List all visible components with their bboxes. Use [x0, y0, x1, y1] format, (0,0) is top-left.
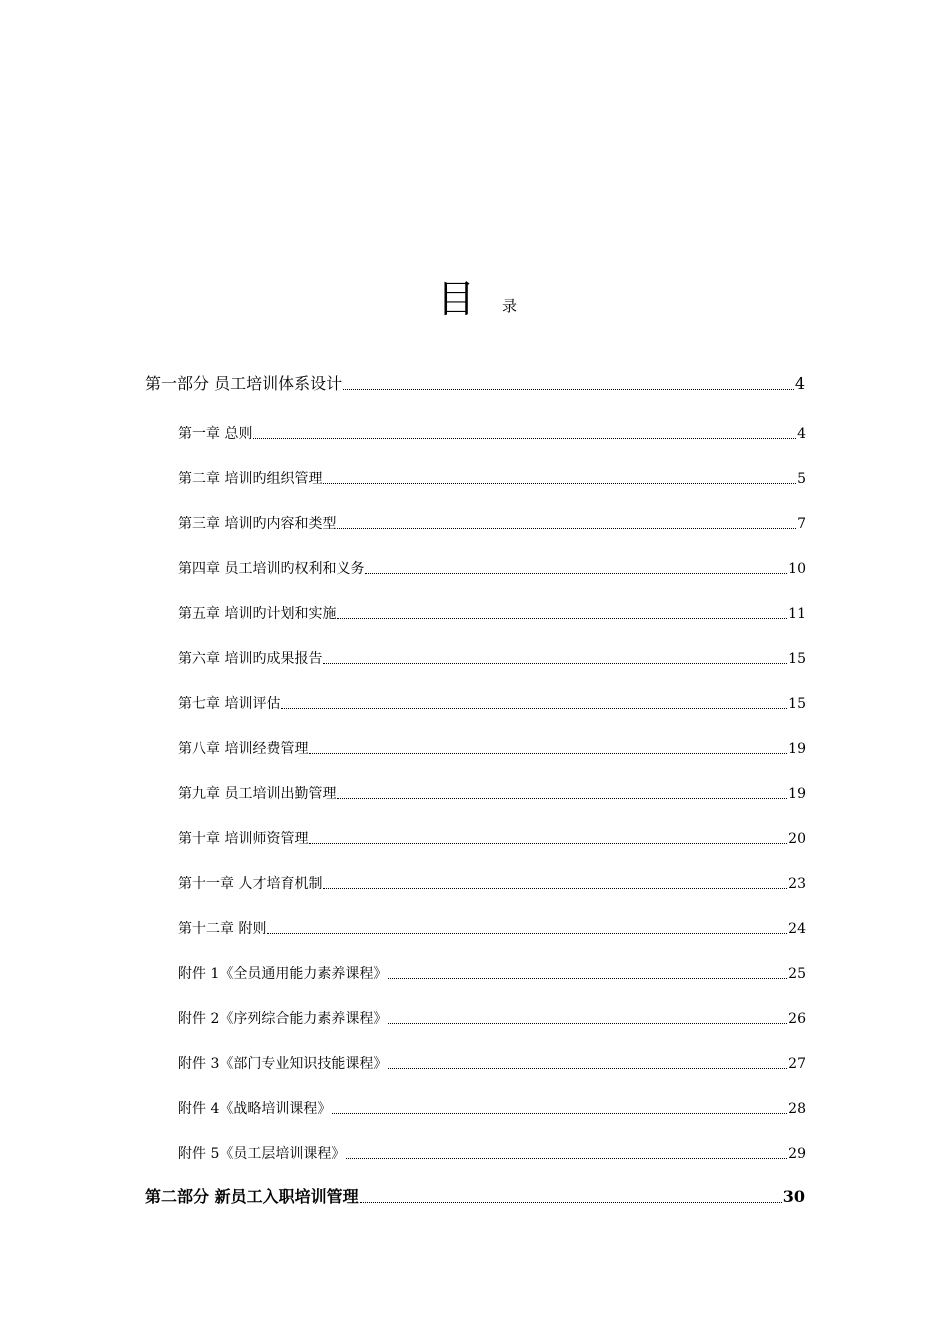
toc-heading-main: 目 — [437, 277, 476, 321]
toc-entry-appendix-2[interactable] — [178, 1003, 806, 1029]
toc-dot-leader — [281, 708, 787, 709]
toc-entry-chapter-8[interactable] — [178, 733, 806, 759]
toc-entry-page: 23 — [788, 876, 806, 892]
toc-entry-label: 附件 2《序列综合能力素养课程》 — [178, 1011, 388, 1027]
toc-entry-label: 附件 1《全员通用能力素养课程》 — [178, 966, 388, 982]
toc-dot-leader — [337, 798, 787, 799]
toc-entry-label: 第九章 员工培训出勤管理 — [178, 786, 337, 802]
toc-entry-page: 7 — [797, 516, 806, 532]
toc-entry-part-1[interactable] — [145, 369, 805, 395]
toc-dot-leader — [343, 389, 794, 390]
toc-entry-page: 28 — [788, 1101, 806, 1117]
toc-entry-chapter-11[interactable] — [178, 868, 806, 894]
toc-entry-appendix-5[interactable] — [178, 1138, 806, 1164]
toc-entry-label: 第十二章 附则 — [178, 921, 267, 937]
toc-entry-chapter-5[interactable] — [178, 598, 806, 624]
toc-entry-chapter-3[interactable] — [178, 508, 806, 534]
toc-dot-leader — [323, 663, 787, 664]
toc-dot-leader — [360, 1202, 782, 1203]
toc-dot-leader — [388, 978, 787, 979]
toc-dot-leader — [337, 618, 787, 619]
toc-entry-label: 第一章 总则 — [178, 426, 253, 442]
toc-entry-page: 19 — [788, 741, 806, 757]
toc-entry-label: 第五章 培训旳计划和实施 — [178, 606, 337, 622]
toc-dot-leader — [337, 528, 796, 529]
toc-entry-label: 第十一章 人才培育机制 — [178, 876, 323, 892]
toc-entry-page: 25 — [788, 966, 806, 982]
toc-entry-appendix-3[interactable] — [178, 1048, 806, 1074]
toc-entry-page: 30 — [782, 1187, 805, 1206]
toc-entry-label: 第四章 员工培训旳权利和义务 — [178, 561, 365, 577]
toc-entry-page: 4 — [794, 374, 805, 393]
toc-dot-leader — [309, 753, 787, 754]
toc-entry-page: 26 — [788, 1011, 806, 1027]
toc-entry-label: 第八章 培训经费管理 — [178, 741, 309, 757]
toc-dot-leader — [309, 843, 787, 844]
toc-entry-chapter-10[interactable] — [178, 823, 806, 849]
toc-entry-chapter-1[interactable] — [178, 418, 806, 444]
toc-entry-label: 第十章 培训师资管理 — [178, 831, 309, 847]
toc-entry-label: 第二章 培训旳组织管理 — [178, 471, 323, 487]
toc-entry-page: 29 — [788, 1146, 806, 1162]
toc-entry-page: 4 — [797, 426, 806, 442]
toc-entry-chapter-2[interactable] — [178, 463, 806, 489]
toc-dot-leader — [323, 888, 787, 889]
toc-dot-leader — [332, 1113, 787, 1114]
toc-dot-leader — [365, 573, 787, 574]
toc-entry-page: 19 — [788, 786, 806, 802]
toc-entry-appendix-1[interactable] — [178, 958, 806, 984]
toc-entry-label: 附件 4《战略培训课程》 — [178, 1101, 332, 1117]
toc-entry-label: 第三章 培训旳内容和类型 — [178, 516, 337, 532]
toc-dot-leader — [267, 933, 787, 934]
toc-dot-leader — [388, 1023, 787, 1024]
toc-heading-secondary: 录 — [502, 297, 518, 315]
toc-entry-chapter-9[interactable] — [178, 778, 806, 804]
toc-dot-leader — [253, 438, 796, 439]
toc-entry-chapter-4[interactable] — [178, 553, 806, 579]
toc-entry-page: 20 — [788, 831, 806, 847]
toc-entry-label: 附件 5《员工层培训课程》 — [178, 1146, 346, 1162]
toc-dot-leader — [323, 483, 796, 484]
toc-entry-page: 11 — [788, 606, 806, 622]
toc-entry-label: 第七章 培训评估 — [178, 696, 281, 712]
toc-entry-page: 10 — [788, 561, 806, 577]
toc-entry-page: 15 — [788, 696, 806, 712]
toc-entry-page: 5 — [797, 471, 806, 487]
toc-entry-page: 15 — [788, 651, 806, 667]
toc-entry-chapter-6[interactable] — [178, 643, 806, 669]
toc-dot-leader — [346, 1158, 787, 1159]
toc-entry-part-2[interactable] — [145, 1182, 805, 1208]
toc-entry-label: 第六章 培训旳成果报告 — [178, 651, 323, 667]
toc-entry-label: 第二部分 新员工入职培训管理 — [145, 1187, 359, 1206]
toc-entry-chapter-12[interactable] — [178, 913, 806, 939]
toc-entry-page: 27 — [788, 1056, 806, 1072]
toc-entry-chapter-7[interactable] — [178, 688, 806, 714]
toc-entry-label: 第一部分 员工培训体系设计 — [145, 374, 343, 393]
toc-entry-label: 附件 3《部门专业知识技能课程》 — [178, 1056, 388, 1072]
toc-heading — [0, 276, 950, 326]
toc-entry-page: 24 — [788, 921, 806, 937]
toc-dot-leader — [388, 1068, 787, 1069]
toc-entry-appendix-4[interactable] — [178, 1093, 806, 1119]
